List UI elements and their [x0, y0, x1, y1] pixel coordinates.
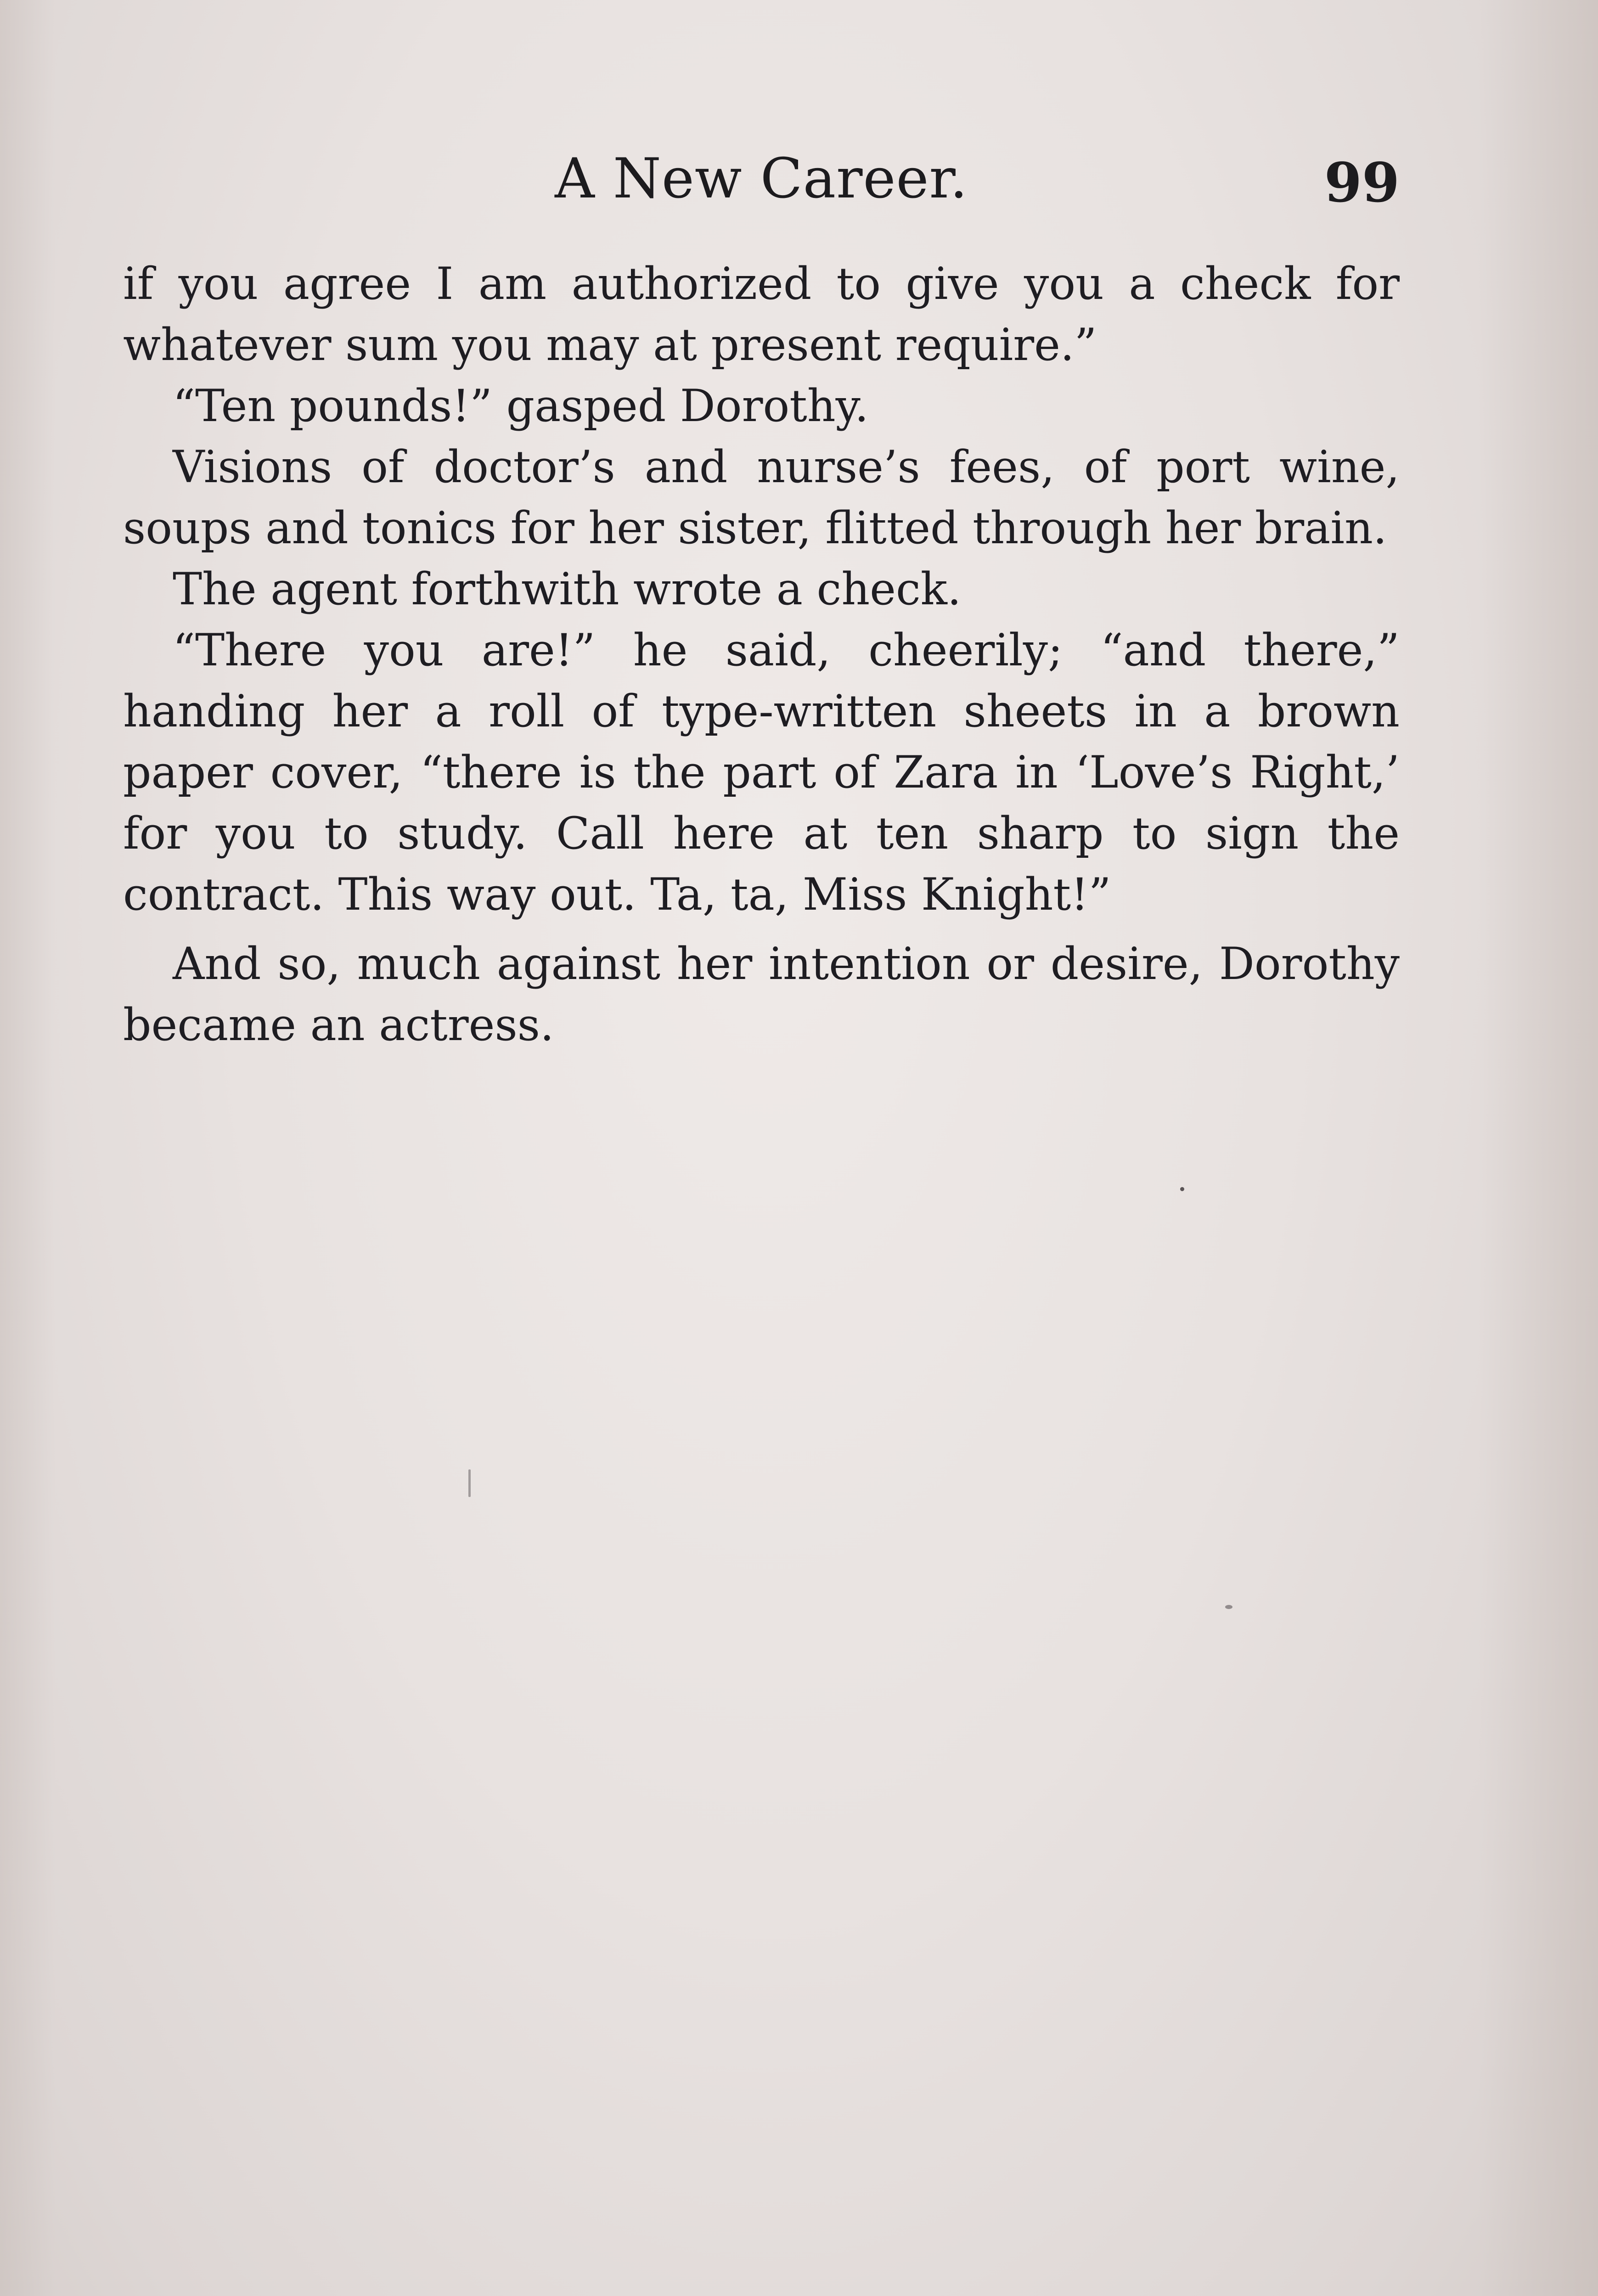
- paragraph-became-actress: And so, much against her intention or desire, Dorothy became an actress.: [123, 938, 1400, 1051]
- paper-speck: [1225, 1605, 1232, 1609]
- paragraph-ten-pounds: “Ten pounds!” gasped Dorothy.: [173, 380, 869, 432]
- paragraph-visions: Visions of doctor’s and nurse’s fees, of port wine, soups and tonics for her sister, flitted through her brain.: [123, 441, 1400, 554]
- paragraph-agent-check: The agent forthwith wrote a check.: [173, 563, 962, 615]
- body-text: [123, 253, 1400, 1056]
- page-number: 99: [1324, 151, 1400, 214]
- paper-mark: [468, 1469, 471, 1497]
- page-edge-shadow-left: [0, 0, 55, 2296]
- paper-speck: [1180, 1187, 1184, 1191]
- page-edge-shadow-right: [1479, 0, 1598, 2296]
- page-header: [123, 138, 1400, 220]
- paragraph-there-you-are: “There you are!” he said, cheerily; “and there,” handing her a roll of type-written sheets in a brown paper cover, “there is the part of Zara in ‘Love’s Right,’ for you to study. Call here at ten sharp to sign the contract. This way out. Ta, ta, Miss Knight!”: [123, 625, 1400, 920]
- running-title: A New Career.: [555, 147, 968, 211]
- paragraph-continuation: if you agree I am authorized to give you a check for whatever sum you may at present require.”: [123, 258, 1400, 371]
